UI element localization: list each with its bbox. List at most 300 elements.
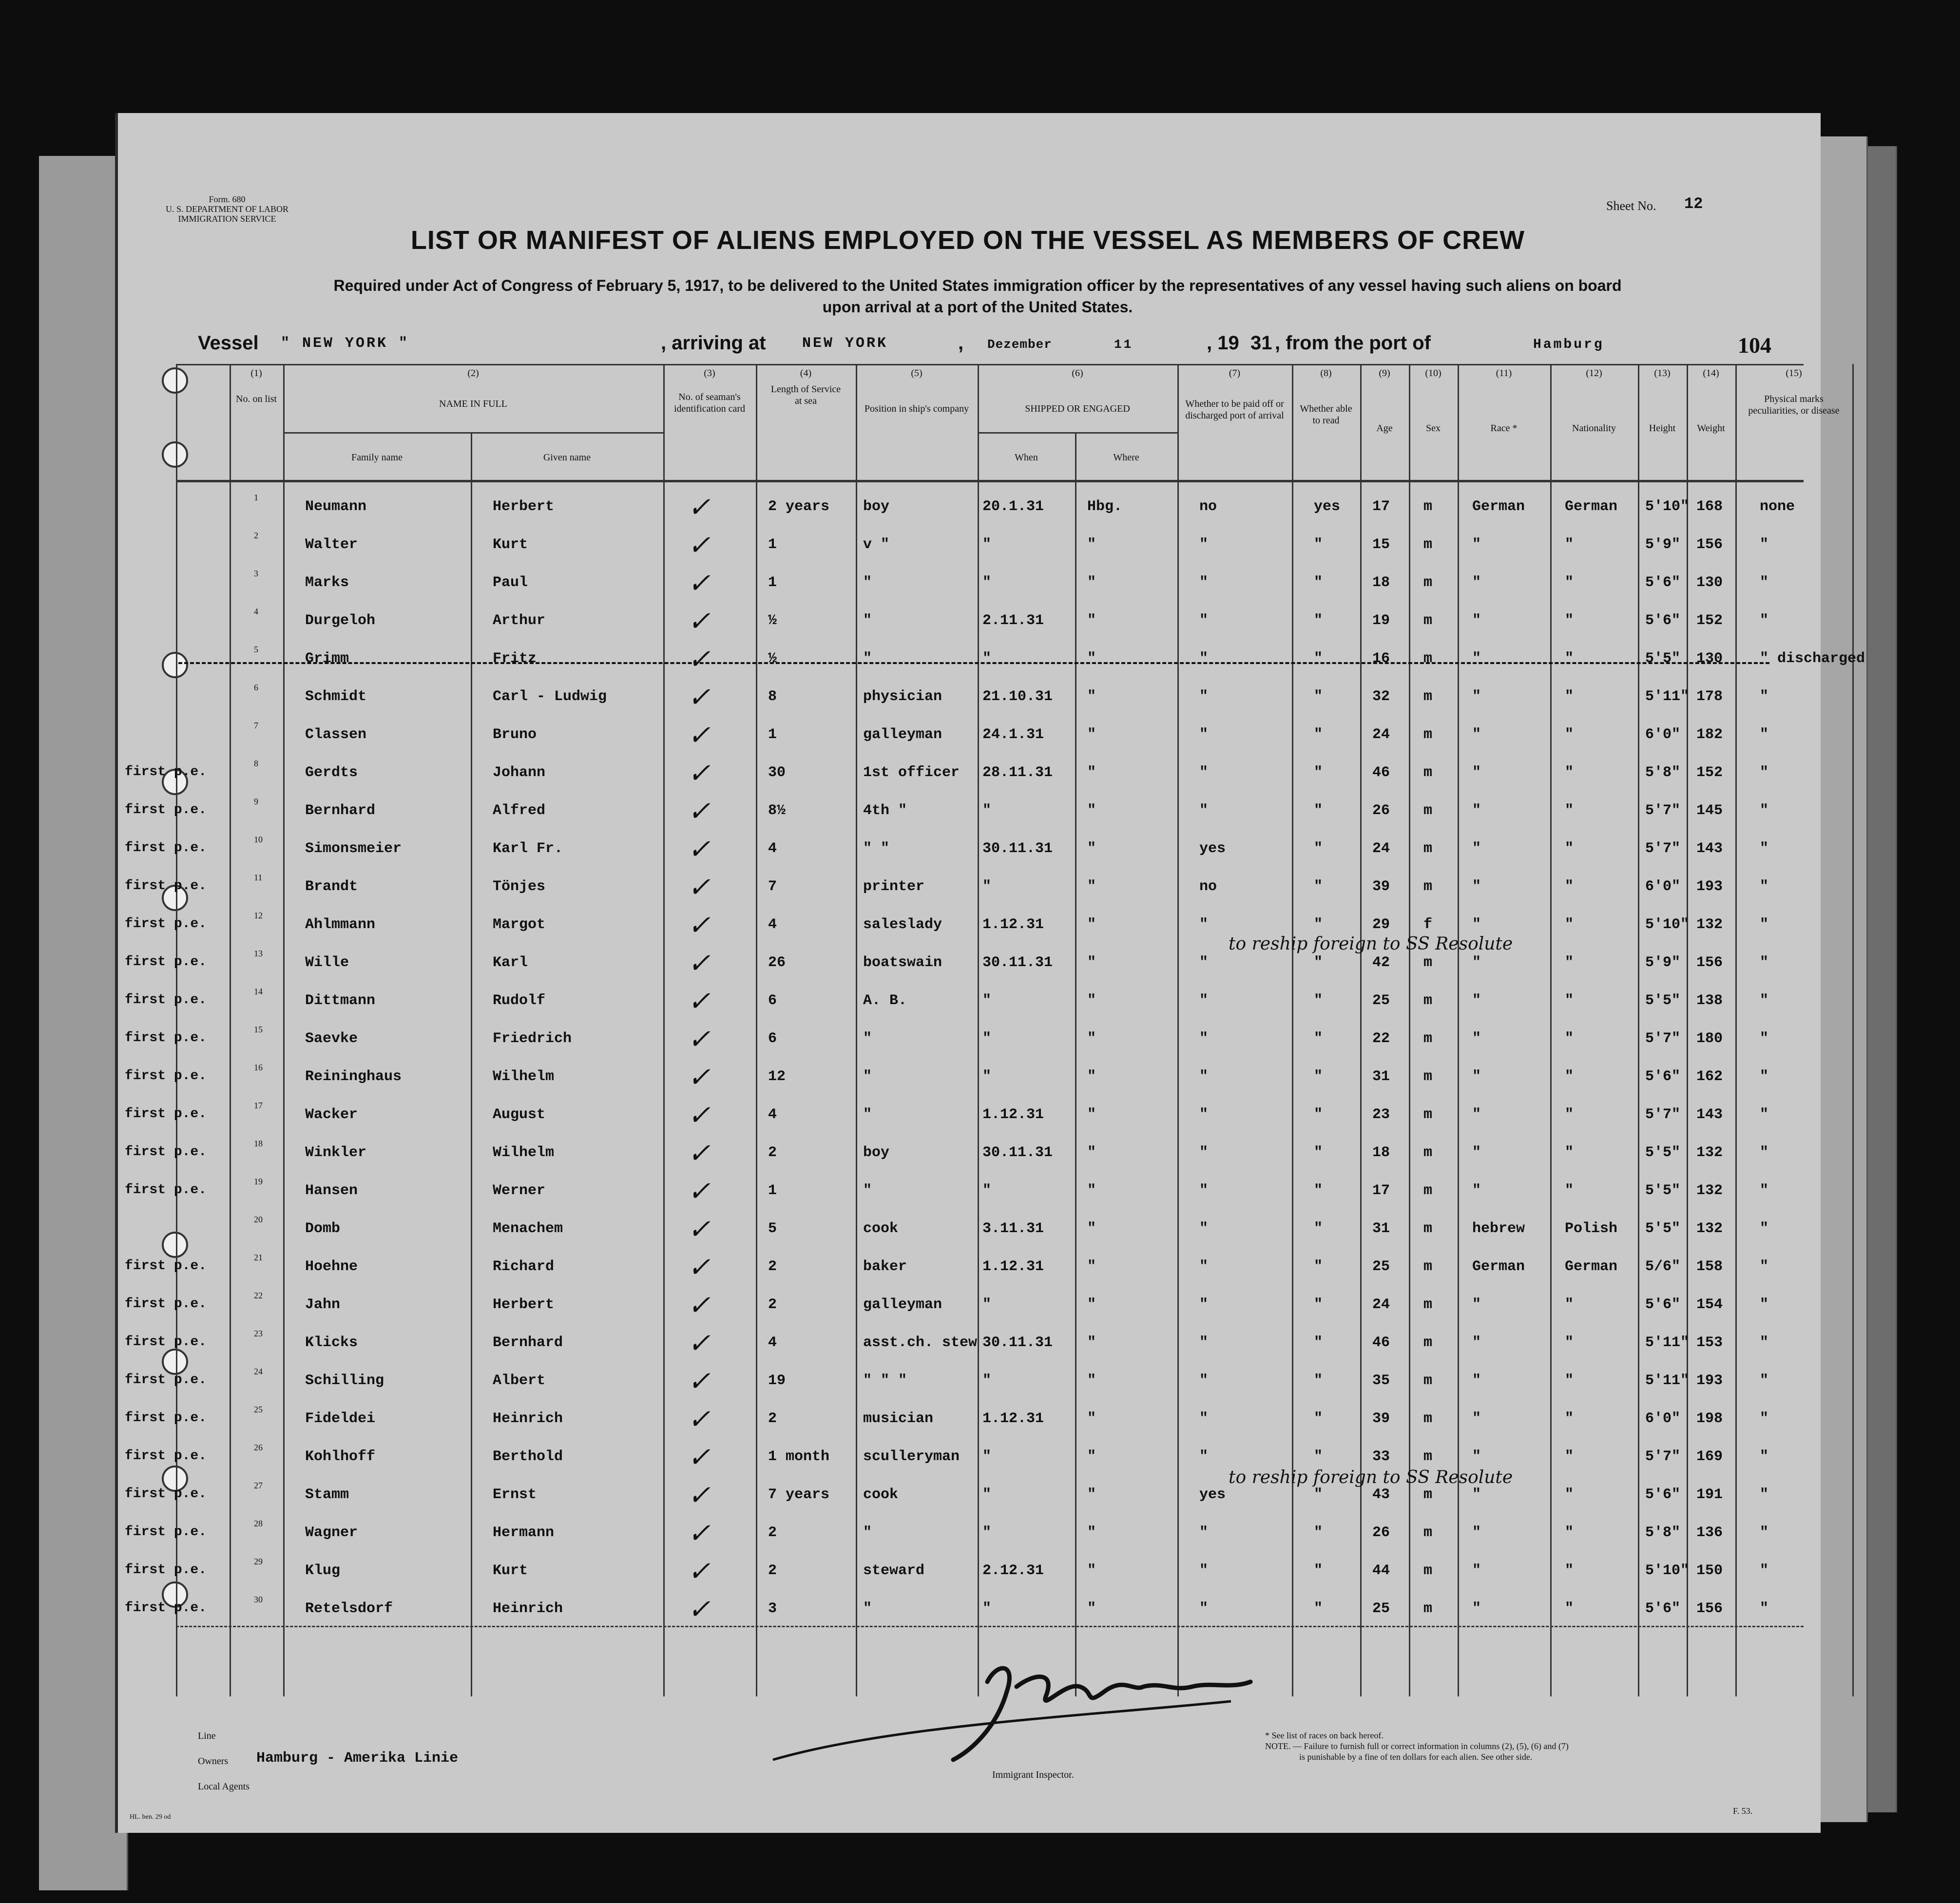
cell-given: Wilhelm — [493, 1068, 555, 1085]
cell-age: 35 — [1372, 1372, 1390, 1389]
cell-when: " — [982, 992, 992, 1009]
cell-height: 5'11" — [1645, 1372, 1690, 1389]
cell-weight: 156 — [1696, 1600, 1723, 1617]
cell-paid: no — [1199, 498, 1217, 515]
id-card-check-mark: ✓ — [688, 758, 711, 789]
cell-race: " — [1472, 764, 1481, 781]
cell-sex: m — [1423, 802, 1433, 819]
owners-label: Owners — [198, 1756, 229, 1767]
cell-service: 1 — [768, 1182, 777, 1199]
cell-nat: " — [1565, 612, 1574, 629]
cell-paid: " — [1199, 612, 1209, 629]
cell-where: " — [1087, 1448, 1096, 1465]
table-row — [176, 528, 1804, 566]
col-head-paid-off: Whether to be paid off or discharged port of arrival — [1185, 399, 1284, 421]
cell-age: 18 — [1372, 1144, 1390, 1161]
cell-read: " — [1314, 650, 1323, 667]
cell-family: Durgeloh — [305, 612, 376, 629]
id-card-check-mark: ✓ — [688, 1290, 711, 1321]
row-number: 3 — [254, 569, 258, 578]
cell-race: " — [1472, 1144, 1481, 1161]
cell-nat: " — [1565, 1106, 1574, 1123]
sheet-left-edge — [115, 113, 118, 1833]
header-bottom-rule — [176, 480, 1804, 482]
cell-weight: 138 — [1696, 992, 1723, 1009]
cell-sex: m — [1423, 992, 1433, 1009]
cell-read: " — [1314, 726, 1323, 743]
cell-race: German — [1472, 498, 1525, 515]
row-number: 4 — [254, 607, 258, 616]
cell-read: " — [1314, 1486, 1323, 1503]
cell-sex: m — [1423, 954, 1433, 971]
row-number: 29 — [254, 1557, 263, 1566]
cell-paid: " — [1199, 1258, 1209, 1275]
cell-given: Rudolf — [493, 992, 546, 1009]
cell-read: " — [1314, 574, 1323, 591]
vessel-line — [198, 332, 1782, 362]
table-row — [125, 1250, 1804, 1288]
cell-when: 1.12.31 — [982, 1410, 1044, 1427]
id-card-check-mark: ✓ — [688, 720, 711, 751]
vessel-name: " NEW YORK " — [281, 335, 410, 352]
cell-marks: " — [1760, 992, 1769, 1009]
cell-height: 5'7" — [1645, 802, 1681, 819]
cell-service: 4 — [768, 1106, 777, 1123]
cell-given: Johann — [493, 764, 546, 781]
cell-sex: m — [1423, 574, 1433, 591]
table-row — [125, 1478, 1804, 1516]
cell-where: " — [1087, 840, 1096, 857]
cell-given: Heinrich — [493, 1600, 563, 1617]
cell-weight: 132 — [1696, 916, 1723, 933]
cell-age: 17 — [1372, 1182, 1390, 1199]
cell-read: " — [1314, 1030, 1323, 1047]
cell-height: 6'0" — [1645, 878, 1681, 895]
cell-height: 5'11" — [1645, 1334, 1690, 1351]
cell-height: 5'11" — [1645, 688, 1690, 705]
cell-age: 17 — [1372, 498, 1390, 515]
cell-paid: " — [1199, 650, 1209, 667]
cell-position: A. B. — [863, 992, 907, 1009]
cell-paid: " — [1199, 954, 1209, 971]
cell-family: Classen — [305, 726, 367, 743]
cell-read: " — [1314, 1182, 1323, 1199]
cell-given: Tönjes — [493, 878, 546, 895]
cell-family: Stamm — [305, 1486, 349, 1503]
cell-age: 22 — [1372, 1030, 1390, 1047]
cell-service: 2 — [768, 1562, 777, 1579]
cell-height: 5'7" — [1645, 840, 1681, 857]
cell-paid: " — [1199, 1410, 1209, 1427]
cell-when: " — [982, 878, 992, 895]
cell-nat: " — [1565, 688, 1574, 705]
cell-where: " — [1087, 1486, 1096, 1503]
cell-service: 1 — [768, 574, 777, 591]
cell-marks: " — [1760, 1106, 1769, 1123]
col-head-where: Where — [1113, 452, 1139, 463]
vessel-label: Vessel — [198, 332, 259, 354]
cell-nat: " — [1565, 878, 1574, 895]
cell-given: Bernhard — [493, 1334, 563, 1351]
cell-weight: 156 — [1696, 954, 1723, 971]
cell-race: " — [1472, 536, 1481, 553]
cell-position: " — [863, 1030, 872, 1047]
cell-when: 1.12.31 — [982, 1258, 1044, 1275]
cell-weight: 168 — [1696, 498, 1723, 515]
cell-service: 6 — [768, 992, 777, 1009]
cell-sex: f — [1423, 916, 1433, 933]
races-note: * See list of races on back hereof. — [1265, 1731, 1384, 1740]
cell-sex: m — [1423, 1182, 1433, 1199]
cell-nat: " — [1565, 764, 1574, 781]
cell-height: 5'7" — [1645, 1106, 1681, 1123]
cell-race: " — [1472, 1068, 1481, 1085]
id-card-check-mark: ✓ — [688, 910, 711, 941]
page-subtitle — [198, 275, 1757, 318]
cell-height: 5'6" — [1645, 1068, 1681, 1085]
cell-pre: first p.e. — [125, 1486, 207, 1502]
cell-weight: 154 — [1696, 1296, 1723, 1313]
cell-when: 30.11.31 — [982, 954, 1053, 971]
table-top-rule — [176, 364, 1804, 365]
row-number: 7 — [254, 721, 258, 730]
cell-paid: " — [1199, 916, 1209, 933]
row-number: 28 — [254, 1519, 263, 1528]
cell-position: boatswain — [863, 954, 942, 971]
cell-weight: 152 — [1696, 612, 1723, 629]
cell-service: 7 years — [768, 1486, 830, 1503]
cell-where: " — [1087, 1106, 1096, 1123]
cell-position: 4th " — [863, 802, 907, 819]
cell-nat: German — [1565, 1258, 1618, 1275]
cell-paid: " — [1199, 1144, 1209, 1161]
cell-given: Albert — [493, 1372, 546, 1389]
cell-race: " — [1472, 612, 1481, 629]
cell-sex: m — [1423, 1562, 1433, 1579]
id-card-check-mark: ✓ — [688, 1480, 711, 1511]
manifest-sheet — [115, 113, 1865, 1833]
cell-pre: first p.e. — [125, 840, 207, 856]
cell-read: " — [1314, 1144, 1323, 1161]
cell-where: " — [1087, 650, 1096, 667]
cell-sex: m — [1423, 1524, 1433, 1541]
cell-position: v " — [863, 536, 890, 553]
table-row — [176, 490, 1804, 528]
id-card-check-mark: ✓ — [688, 1214, 711, 1245]
cell-family: Schilling — [305, 1372, 384, 1389]
col-head-name: NAME IN FULL — [439, 399, 507, 409]
cell-family: Saevke — [305, 1030, 358, 1047]
cell-paid: " — [1199, 1296, 1209, 1313]
row-number: 13 — [254, 949, 263, 958]
cell-nat: " — [1565, 1334, 1574, 1351]
table-row — [125, 1364, 1804, 1402]
table-row — [125, 870, 1804, 908]
inspector-signature — [744, 1653, 1348, 1779]
cell-height: 5'7" — [1645, 1448, 1681, 1465]
id-card-check-mark: ✓ — [688, 1328, 711, 1359]
cell-paid: " — [1199, 764, 1209, 781]
cell-race: " — [1472, 574, 1481, 591]
cell-read: " — [1314, 1448, 1323, 1465]
table-row — [125, 1440, 1804, 1478]
cell-weight: 169 — [1696, 1448, 1723, 1465]
table-row — [125, 794, 1804, 832]
cell-when: 28.11.31 — [982, 764, 1053, 781]
cell-family: Domb — [305, 1220, 341, 1237]
cell-marks: " — [1760, 574, 1769, 591]
cell-weight: 162 — [1696, 1068, 1723, 1085]
cell-when: 1.12.31 — [982, 1106, 1044, 1123]
cell-read: " — [1314, 878, 1323, 895]
col-head-marks: Physical marks peculiarities, or disease — [1748, 394, 1840, 416]
cell-nat: " — [1565, 1030, 1574, 1047]
cell-marks: " — [1760, 726, 1769, 743]
cell-given: Menachem — [493, 1220, 563, 1237]
cell-nat: " — [1565, 536, 1574, 553]
cell-race: " — [1472, 1182, 1481, 1199]
cell-age: 46 — [1372, 764, 1390, 781]
row-number: 12 — [254, 911, 263, 920]
cell-family: Winkler — [305, 1144, 367, 1161]
id-card-check-mark: ✓ — [688, 1024, 711, 1055]
cell-family: Hoehne — [305, 1258, 358, 1275]
cell-weight: 136 — [1696, 1524, 1723, 1541]
id-card-check-mark: ✓ — [688, 1556, 711, 1587]
cell-service: 2 years — [768, 498, 830, 515]
cell-marks: " — [1760, 954, 1769, 971]
reship-annotation: to reship foreign to SS Resolute — [1229, 934, 1513, 954]
cell-read: " — [1314, 992, 1323, 1009]
row-number: 20 — [254, 1215, 263, 1224]
table-row — [125, 1554, 1804, 1592]
cell-family: Wagner — [305, 1524, 358, 1541]
cell-family: Neumann — [305, 498, 367, 515]
cell-given: Karl — [493, 954, 528, 971]
cell-race: " — [1472, 1334, 1481, 1351]
cell-position: 1st officer — [863, 764, 960, 781]
cell-marks: " — [1760, 1334, 1769, 1351]
cell-service: 2 — [768, 1258, 777, 1275]
col-head-sex: Sex — [1426, 423, 1441, 434]
reship-annotation: to reship foreign to SS Resolute — [1229, 1467, 1513, 1487]
cell-nat: " — [1565, 1068, 1574, 1085]
cell-paid: " — [1199, 1562, 1209, 1579]
col-head-position: Position in ship's company — [864, 403, 969, 414]
cell-height: 5/6" — [1645, 1258, 1681, 1275]
cell-marks: " — [1760, 802, 1769, 819]
cell-read: " — [1314, 1600, 1323, 1617]
cell-family: Simonsmeier — [305, 840, 402, 857]
cell-where: " — [1087, 1600, 1096, 1617]
cell-family: Marks — [305, 574, 349, 591]
cell-age: 42 — [1372, 954, 1390, 971]
cell-marks: " — [1760, 1486, 1769, 1503]
cell-service: 26 — [768, 954, 786, 971]
cell-family: Wacker — [305, 1106, 358, 1123]
cell-when: " — [982, 1372, 992, 1389]
cell-age: 25 — [1372, 1600, 1390, 1617]
table-row — [176, 566, 1804, 604]
cell-where: " — [1087, 688, 1096, 705]
cell-position: cook — [863, 1486, 899, 1503]
col-head-age: Age — [1376, 423, 1393, 434]
cell-age: 24 — [1372, 840, 1390, 857]
table-row — [125, 1402, 1804, 1440]
cell-sex: m — [1423, 1448, 1433, 1465]
id-card-check-mark: ✓ — [688, 986, 711, 1017]
cell-race: " — [1472, 840, 1481, 857]
cell-given: Arthur — [493, 612, 546, 629]
cell-when: " — [982, 802, 992, 819]
cell-position: sculleryman — [863, 1448, 960, 1465]
cell-nat: German — [1565, 498, 1618, 515]
cell-weight: 156 — [1696, 536, 1723, 553]
col-head-race: Race * — [1490, 423, 1518, 434]
cell-sex: m — [1423, 536, 1433, 553]
cell-height: 5'8" — [1645, 1524, 1681, 1541]
cell-service: 8½ — [768, 802, 786, 819]
cell-race: " — [1472, 992, 1481, 1009]
table-row — [176, 642, 1865, 680]
cell-given: Margot — [493, 916, 546, 933]
col-num-8: (8) — [1320, 368, 1332, 379]
cell-where: " — [1087, 992, 1096, 1009]
cell-where: " — [1087, 1296, 1096, 1313]
cell-race: " — [1472, 802, 1481, 819]
cell-when: 30.11.31 — [982, 1334, 1053, 1351]
cell-paid: " — [1199, 1524, 1209, 1541]
cell-weight: 150 — [1696, 1562, 1723, 1579]
cell-age: 25 — [1372, 992, 1390, 1009]
cell-when: " — [982, 1182, 992, 1199]
cell-weight: 193 — [1696, 878, 1723, 895]
cell-age: 39 — [1372, 1410, 1390, 1427]
cell-when: " — [982, 1600, 992, 1617]
cell-read: " — [1314, 1562, 1323, 1579]
cell-height: 5'5" — [1645, 1182, 1681, 1199]
cell-marks: " discharged — [1760, 650, 1865, 667]
print-code: HL. ben. 29 od — [130, 1813, 171, 1821]
id-card-check-mark: ✓ — [688, 834, 711, 865]
cell-nat: " — [1565, 650, 1574, 667]
cell-height: 5'8" — [1645, 764, 1681, 781]
cell-paid: yes — [1199, 1486, 1226, 1503]
cell-nat: " — [1565, 1562, 1574, 1579]
cell-height: 5'10" — [1645, 916, 1690, 933]
cell-age: 39 — [1372, 878, 1390, 895]
crew-table — [125, 364, 1865, 1696]
table-row — [125, 1592, 1804, 1630]
cell-nat: " — [1565, 1524, 1574, 1541]
cell-paid: no — [1199, 878, 1217, 895]
cell-family: Klicks — [305, 1334, 358, 1351]
strike-through-line — [178, 662, 1769, 664]
row-number: 8 — [254, 759, 258, 768]
cell-sex: m — [1423, 1296, 1433, 1313]
col-num-13: (13) — [1654, 368, 1671, 379]
cell-read: " — [1314, 1068, 1323, 1085]
cell-weight: 130 — [1696, 650, 1723, 667]
row-number: 2 — [254, 531, 258, 540]
cell-pre: first p.e. — [125, 916, 207, 932]
id-card-check-mark: ✓ — [688, 1594, 711, 1625]
cell-pre: first p.e. — [125, 992, 207, 1008]
table-row — [125, 1136, 1804, 1174]
id-card-check-mark: ✓ — [688, 1518, 711, 1549]
row-number: 14 — [254, 987, 263, 996]
cell-nat: " — [1565, 916, 1574, 933]
cell-nat: " — [1565, 954, 1574, 971]
id-card-check-mark: ✓ — [688, 1062, 711, 1093]
cell-where: " — [1087, 1068, 1096, 1085]
cell-where: " — [1087, 726, 1096, 743]
cell-height: 5'10" — [1645, 1562, 1690, 1579]
owners-value: Hamburg - Amerika Linie — [256, 1750, 459, 1767]
cell-paid: " — [1199, 1448, 1209, 1465]
cell-position: physician — [863, 688, 942, 705]
cell-marks: " — [1760, 1562, 1769, 1579]
cell-marks: " — [1760, 1030, 1769, 1047]
cell-height: 5'5" — [1645, 1220, 1681, 1237]
cell-race: " — [1472, 1562, 1481, 1579]
cell-sex: m — [1423, 1258, 1433, 1275]
row-number: 5 — [254, 645, 258, 654]
sheet-label: Sheet No. — [1606, 199, 1656, 213]
cell-given: Alfred — [493, 802, 546, 819]
cell-race: " — [1472, 1296, 1481, 1313]
cell-marks: " — [1760, 1220, 1769, 1237]
cell-race: " — [1472, 1448, 1481, 1465]
cell-pre: first p.e. — [125, 1106, 207, 1122]
row-number: 1 — [254, 493, 258, 502]
id-card-check-mark: ✓ — [688, 1404, 711, 1435]
cell-given: Wilhelm — [493, 1144, 555, 1161]
cell-where: " — [1087, 916, 1096, 933]
cell-marks: " — [1760, 878, 1769, 895]
cell-pre: first p.e. — [125, 764, 207, 780]
cell-height: 5'6" — [1645, 1296, 1681, 1313]
cell-pre: first p.e. — [125, 1448, 207, 1464]
cell-service: 30 — [768, 764, 786, 781]
cell-where: " — [1087, 1524, 1096, 1541]
inspector-label: Immigrant Inspector. — [992, 1770, 1074, 1780]
table-row — [125, 1516, 1804, 1554]
cell-where: " — [1087, 1144, 1096, 1161]
id-card-check-mark: ✓ — [688, 1176, 711, 1207]
cell-height: 5'10" — [1645, 498, 1690, 515]
cell-age: 29 — [1372, 916, 1390, 933]
cell-nat: Polish — [1565, 1220, 1618, 1237]
cell-service: 2 — [768, 1524, 777, 1541]
cell-marks: " — [1760, 1258, 1769, 1275]
row-number: 24 — [254, 1367, 263, 1376]
cell-weight: 180 — [1696, 1030, 1723, 1047]
cell-sex: m — [1423, 1144, 1433, 1161]
cell-marks: " — [1760, 1600, 1769, 1617]
cell-where: " — [1087, 1030, 1096, 1047]
cell-where: " — [1087, 802, 1096, 819]
cell-service: 4 — [768, 916, 777, 933]
cell-paid: " — [1199, 1600, 1209, 1617]
cell-given: Paul — [493, 574, 528, 591]
cell-marks: " — [1760, 916, 1769, 933]
cell-where: Hbg. — [1087, 498, 1123, 515]
cell-paid: " — [1199, 802, 1209, 819]
arrival-year: 31 — [1250, 332, 1272, 354]
col-num-12: (12) — [1586, 368, 1602, 379]
cell-given: Werner — [493, 1182, 546, 1199]
